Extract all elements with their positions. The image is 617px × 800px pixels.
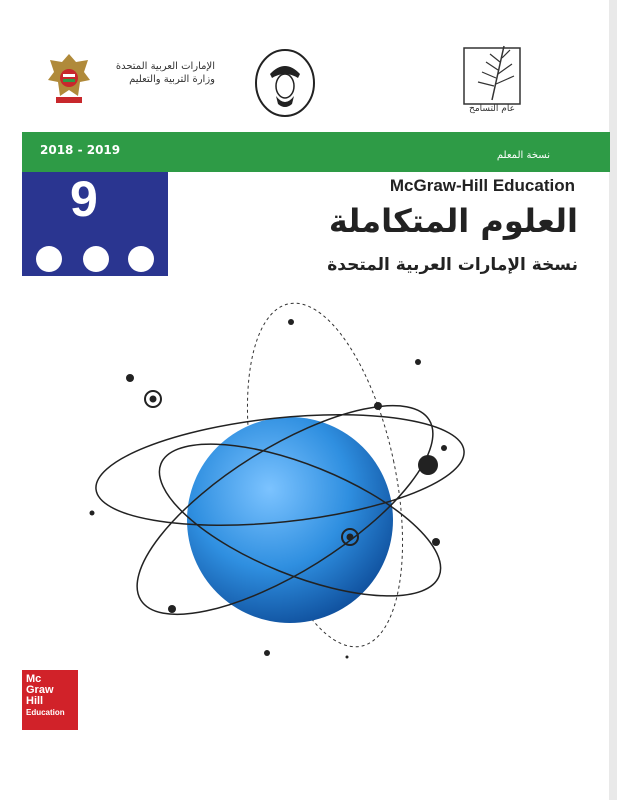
book-title: العلوم المتكاملة — [328, 202, 578, 240]
electron — [374, 402, 382, 410]
uae-emblem-icon — [44, 50, 94, 108]
ministry-line2: وزارة التربية والتعليم — [129, 74, 215, 85]
logo-line: Graw — [26, 684, 54, 696]
electron — [432, 538, 440, 546]
electron — [347, 534, 354, 541]
tolerance-year-icon — [448, 40, 536, 130]
publisher-name: McGraw-Hill Education — [389, 176, 575, 195]
ministry-text — [100, 60, 215, 86]
electron-large — [418, 455, 438, 475]
electron — [126, 374, 134, 382]
logo-line: Education — [26, 708, 65, 717]
portrait-icon — [254, 48, 316, 118]
academic-year: 2018 - 2019 — [40, 143, 121, 157]
electron — [346, 656, 349, 659]
electron — [150, 396, 157, 403]
grade-dot — [36, 246, 62, 272]
ministry-line1: الإمارات العربية المتحدة — [115, 61, 215, 72]
grade-dot — [83, 246, 109, 272]
logo-row — [0, 30, 617, 130]
logo-line: Hill — [26, 695, 44, 707]
electron — [264, 650, 270, 656]
grade-dot — [128, 246, 154, 272]
book-subtitle: نسخة الإمارات العربية المتحدة — [327, 255, 578, 275]
electron — [415, 359, 421, 365]
blue-sphere — [187, 417, 393, 623]
electron — [90, 511, 95, 516]
logo-line: Mc — [26, 673, 42, 685]
grade-number: 9 — [70, 171, 98, 227]
atom-illustration — [80, 300, 480, 670]
mcgraw-hill-logo — [22, 670, 78, 730]
tolerance-label: عام التسامح — [469, 104, 515, 114]
electron — [288, 319, 294, 325]
teacher-edition-label: نسخة المعلم — [496, 150, 550, 161]
electron — [441, 445, 447, 451]
electron — [168, 605, 176, 613]
